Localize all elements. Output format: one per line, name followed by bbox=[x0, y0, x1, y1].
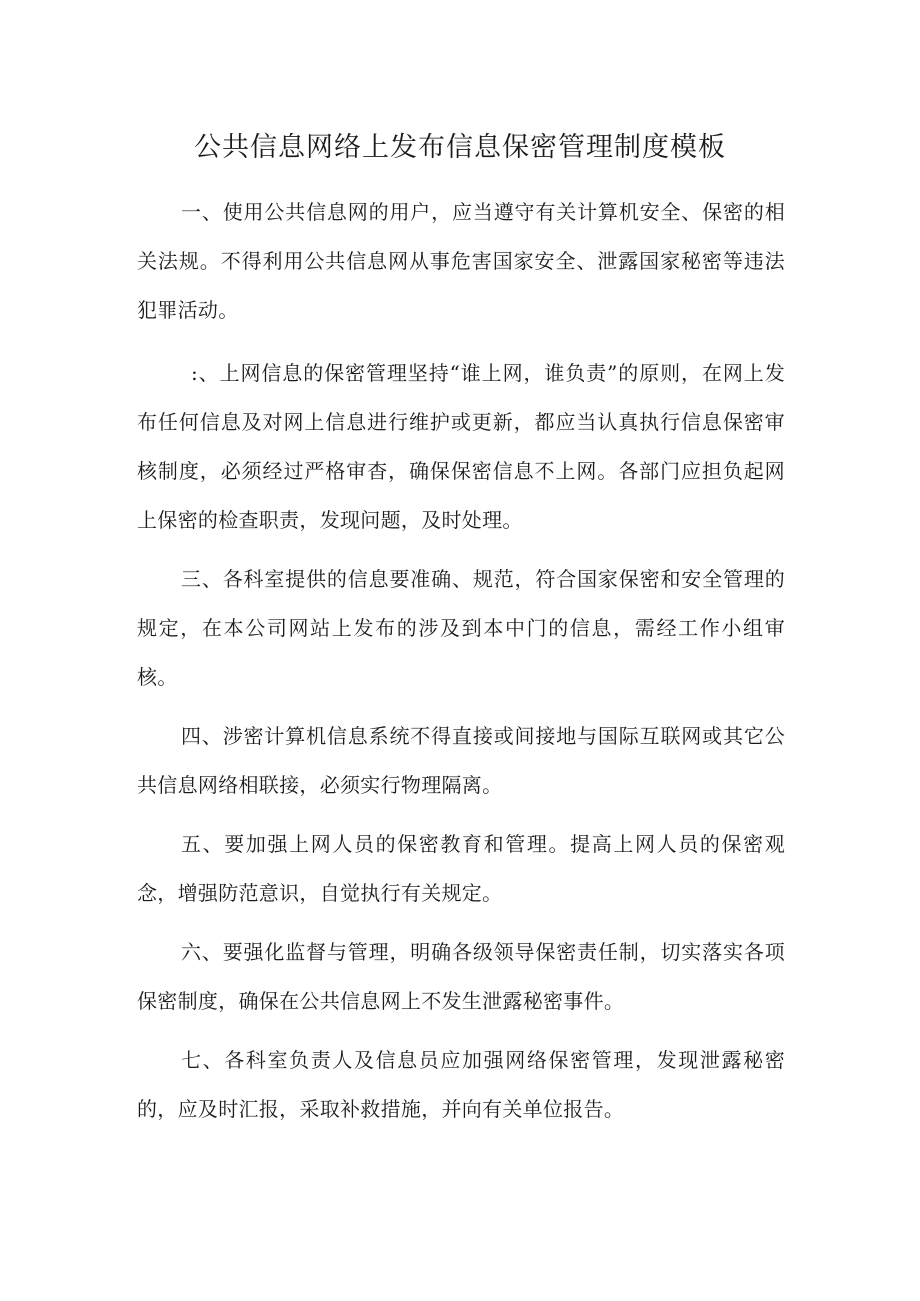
paragraph-6: 六、要强化监督与管理，明确各级领导保密责任制，切实落实各项保密制度，确保在公共信息网上不发生泄露秘密事件。 bbox=[137, 940, 785, 1013]
document-body bbox=[137, 188, 785, 1144]
paragraph-3: 三、各科室提供的信息要准确、规范，符合国家保密和安全管理的规定，在本公司网站上发布的涉及到本中门的信息，需经工作小组审核。 bbox=[137, 567, 785, 689]
paragraph-5: 五、要加强上网人员的保密教育和管理。提高上网人员的保密观念，增强防范意识，自觉执行有关规定。 bbox=[137, 832, 785, 905]
paragraph-4: 四、涉密计算机信息系统不得直接或间接地与国际互联网或其它公共信息网络相联接，必须实行物理隔离。 bbox=[137, 724, 785, 797]
paragraph-2: :、上网信息的保密管理坚持“谁上网，谁负责”的原则，在网上发布任何信息及对网上信息进行维护或更新，都应当认真执行信息保密审核制度，必须经过严格审杳，确保保密信息不上网。各部门应担负起网上保密的检查职责，发现问题，及时处理。 bbox=[137, 361, 785, 532]
document-title: 公共信息网络上发布信息保密管理制度模板 bbox=[194, 132, 726, 163]
paragraph-7: 七、各科室负责人及信息员应加强网络保密管理，发现泄露秘密的，应及时汇报，采取补救措施，并向有关单位报告。 bbox=[137, 1048, 785, 1121]
paragraph-1: 一、使用公共信息网的用户，应当遵守有关计算机安全、保密的相关法规。不得利用公共信息网从事危害国家安全、泄露国家秘密等违法犯罪活动。 bbox=[137, 200, 785, 322]
